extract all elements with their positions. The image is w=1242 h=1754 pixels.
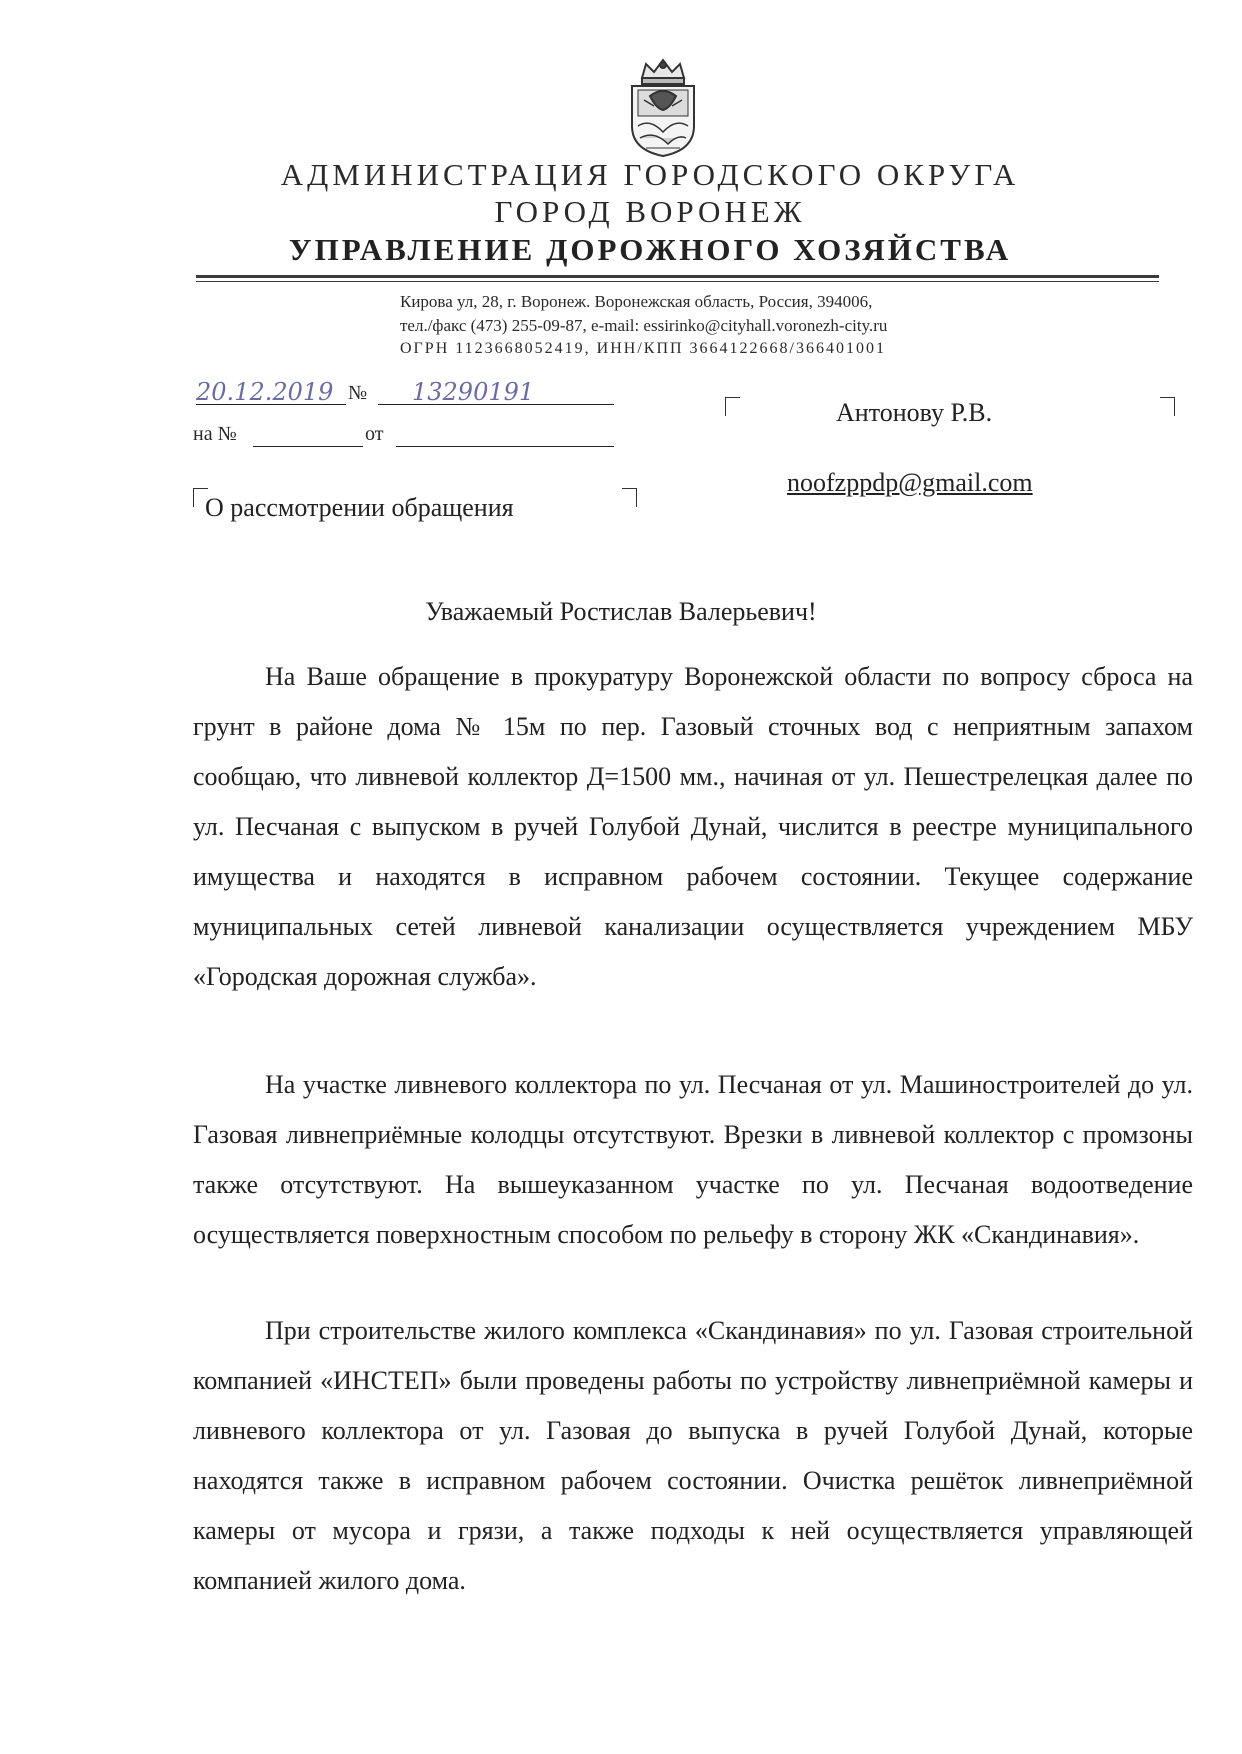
number-label: №	[348, 382, 368, 404]
organization-name: АДМИНИСТРАЦИЯ ГОРОДСКОГО ОКРУГА	[280, 157, 1020, 192]
addressee-email: noofzppdp@gmail.com	[787, 468, 1033, 497]
reply-number-line	[253, 446, 363, 447]
body-paragraph: При строительстве жилого комплекса «Скандинавия» по ул. Газовая строительной компанией «ИНСТЕП» были проведены работы по устройству ливнеприёмной камеры и ливневого коллектора от ул. Газовая до выпуска в ручей Голубой Дунай, которые находятся также в исправном рабочем состоянии. Очистка решёток ливнеприёмной камеры от мусора и грязи, а также подходы к ней осуществляется управляющей компанией жилого дома.	[193, 1316, 1193, 1595]
registry-numbers: ОГРН 1123668052419, ИНН/КПП 3664122668/366401001	[400, 340, 886, 357]
reply-date-line	[396, 446, 614, 447]
letterhead-divider-thin	[196, 281, 1159, 282]
letterhead-divider-thick	[196, 275, 1159, 278]
salutation: Уважаемый Ростислав Валерьевич!	[425, 597, 817, 626]
reply-to-label: на №	[193, 423, 237, 445]
postal-address: Кирова ул, 28, г. Воронеж. Воронежская область, Россия, 394006,	[400, 292, 873, 311]
body-paragraph: На Ваше обращение в прокуратуру Воронежской области по вопросу сброса на грунт в районе дома № 15м по пер. Газовый сточных вод с неприятным запахом сообщаю, что ливневой коллектор Д=1500 мм., начиная от ул. Пешестрелецкая далее по ул. Песчаная с выпуском в ручей Голубой Дунай, числится в реестре муниципального имущества и находятся в исправном рабочем состоянии. Текущее содержание муниципальных сетей ливневой канализации осуществляется учреждением МБУ «Городская дорожная служба».	[193, 662, 1193, 991]
from-label: от	[365, 423, 384, 445]
city-name: ГОРОД ВОРОНЕЖ	[494, 194, 806, 229]
department-name: УПРАВЛЕНИЕ ДОРОЖНОГО ХОЗЯЙСТВА	[288, 232, 1012, 267]
date-underline	[196, 404, 346, 405]
number-underline	[378, 404, 614, 405]
body-paragraph: На участке ливневого коллектора по ул. Песчаная от ул. Машиностроителей до ул. Газовая ливнеприёмные колодцы отсутствуют. Врезки в ливневой коллектор с промзоны также отсутствуют. На вышеуказанном участке по ул. Песчаная водоотведение осуществляется поверхностным способом по рельефу в сторону ЖК «Скандинавия».	[193, 1070, 1193, 1249]
coat-of-arms-emblem	[624, 56, 702, 158]
outgoing-number: 13290191	[412, 378, 535, 406]
addressee-corner-right	[1160, 397, 1175, 416]
addressee-name: Антонову Р.В.	[836, 398, 993, 427]
subject-corner-right	[622, 488, 637, 507]
letter-subject: О рассмотрении обращения	[205, 493, 514, 522]
addressee-corner-left	[725, 397, 740, 416]
outgoing-date: 20.12.2019	[196, 378, 334, 406]
contact-info: тел./факс (473) 255-09-87, e-mail: essirinko@cityhall.voronezh-city.ru	[400, 316, 888, 335]
